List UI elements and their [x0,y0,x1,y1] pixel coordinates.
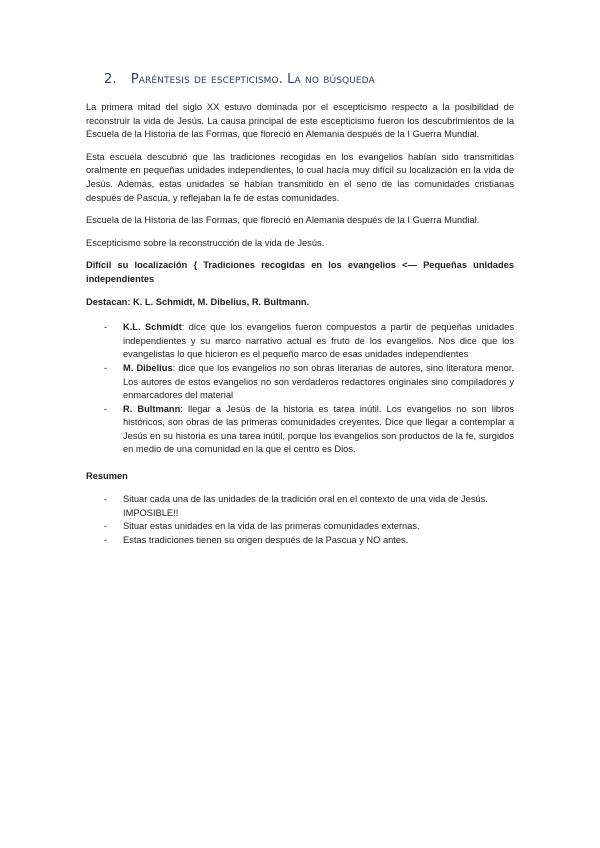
author-name: M. Dibelius [123,362,173,373]
author-description: : dice que los evangelios fueron compuestos a partir de pequeñas unidades independientes y su marco narrativo actual es fruto de los evangelios. Nos dice que los evangelistas lo que hicieron es el pequeño marco de esas unidades independientes [123,322,514,360]
author-name: K.L. Schmidt [123,322,182,333]
paragraph-school: Esta escuela descubrió que las tradiciones recogidas en los evangelios habían sido transmitidas oralmente en pequeñas unidades independientes, lo cual hacía muy difícil su localización en la vida de Jesús. Además, estas unidades se habían transmitido en el seno de las comunidades cristianas después de Pascua, y reflejaban la fe de estas comunidades. [86,151,514,203]
author-item-schmidt [86,321,514,362]
destacan-line: Destacan: K. L. Schmidt, M. Dibelius, R. Bultmann. [86,296,310,307]
summary-list [86,493,514,547]
paragraph-intro: La primera mitad del siglo XX estuvo dominada por el escepticismo respecto a la posibilidad de reconstruir la vida de Jesús. La causa principal de este escepticismo fueron los descubrimientos de la Escuela de la Historia de las Formas, que floreció en Alemania después de la I Guerra Mundial. [86,102,514,140]
section-title: Paréntesis de escepticismo. La no búsqueda [130,72,375,87]
author-description: : dice que los evangelios no son obras literarias de autores, sino literatura menor. Los autores de estos evangelios no son verdaderos redactores originales sino compiladores y enmarcadores del material [123,362,514,401]
summary-item [86,534,514,548]
paragraph-school-summary: Escuela de la Historia de las Formas, que floreció en Alemania después de la I Guerra Mundial. [86,215,480,226]
author-item-dibelius [86,362,514,403]
list-dash: - [104,403,108,414]
paragraph-skepticism: Escepticismo sobre la reconstrucción de la vida de Jesús. [86,237,325,248]
list-dash: - [104,494,108,505]
author-item-bultmann [86,403,514,457]
section-number: 2. [104,72,117,87]
summary-title: Resumen [86,471,128,482]
difficulty-line: Difícil su localización { Tradiciones recogidas en los evangelios <— Pequeñas unidades independientes [86,260,514,284]
summary-text: Estas tradiciones tienen su origen después de la Pascua y NO antes. [123,534,409,545]
summary-text: Situar cada una de las unidades de la tradición oral en el contexto de una vida de Jesús. IMPOSIBLE!! [123,494,488,518]
list-dash: - [104,534,108,545]
summary-text: Situar estas unidades en la vida de las primeras comunidades externas. [123,521,420,532]
author-name: R. Bultmann [123,403,181,414]
section-heading [104,72,514,87]
list-dash: - [104,362,108,373]
author-description: : llegar a Jesús de la historia es tarea inútil. Los evangelios no son libros históricos, son obras de las primeras comunidades creyentes. Dice que llegar a contemplar a Jesús en su historia es una tarea inútil, porque los evangelios son productos de la fe, surgidos en medio de una comunidad en la que el centro es Dios. [123,403,515,455]
authors-list [86,321,514,457]
summary-item [86,520,514,534]
list-dash: - [104,322,108,333]
list-dash: - [104,521,108,532]
summary-item [86,493,514,520]
